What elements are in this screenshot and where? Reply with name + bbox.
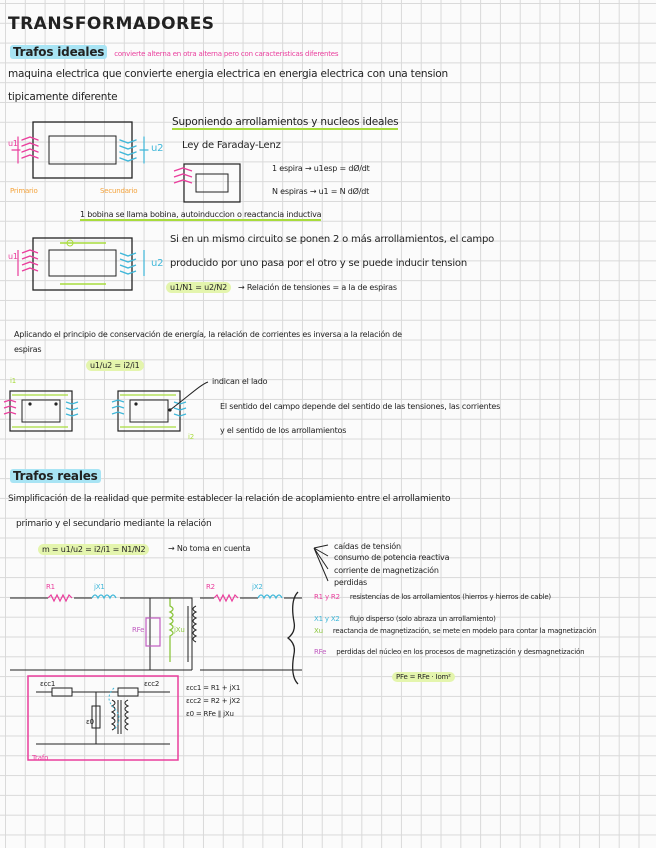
page-title: TRANSFORMADORES — [8, 14, 215, 34]
not-considered-3: perdidas — [334, 578, 367, 587]
cc-model-circuit — [28, 676, 178, 760]
faraday-law: Ley de Faraday-Lenz — [182, 140, 281, 151]
label-i1: i1 — [10, 377, 16, 385]
cc-formula-2: ε0 = RFe ∥ jXu — [186, 710, 234, 718]
sentido-line2: y el sentido de los arrollamientos — [220, 426, 347, 435]
ratio-eq: u1/N1 = u2/N2 — [166, 282, 231, 293]
label-u1-a: u1 — [8, 139, 18, 148]
section2-heading: Trafos reales — [10, 469, 101, 483]
legend-2-text: reactancia de magnetización, se mete en modelo para contar la magnetización — [332, 627, 597, 635]
not-considered-0: caídas de tensión — [334, 542, 401, 551]
label-u2-a: u2 — [151, 143, 164, 154]
legend-3-key: RFe — [314, 648, 327, 656]
not-considered-brace — [314, 545, 328, 581]
section1-pink-note: convierte alterna en otra alterna pero con caracteristicas diferentes — [114, 50, 339, 58]
cc-formula-0: εcc1 = R1 + jX1 — [186, 684, 241, 692]
label-rfe: RFe — [132, 626, 145, 634]
legend-1-text: flujo disperso (solo abraza un arrollamiento) — [349, 615, 496, 623]
label-i2: i2 — [188, 433, 194, 441]
ratio-text: → Relación de tensiones = a la de espiras — [238, 283, 397, 292]
label-r2: R2 — [206, 583, 215, 591]
legend-0-key: R1 y R2 — [314, 593, 340, 601]
legend-2-key: Xu — [314, 627, 323, 635]
not-considered-1: consumo de potencia reactiva — [334, 553, 450, 562]
label-ecc2: εcc2 — [144, 680, 160, 688]
label-ecc1: εcc1 — [40, 680, 56, 688]
label-x1: jX1 — [94, 583, 105, 591]
legend-3-text: perdidas del núcleo en los procesos de magnetización y desmagnetización — [336, 648, 585, 656]
trafo-label: Trafo — [32, 754, 49, 762]
section1-heading: Trafos ideales — [10, 45, 107, 59]
simplif-line2: primario y el secundario mediante la relación — [16, 519, 212, 529]
no-toma-text: → No toma en cuenta — [168, 544, 251, 553]
label-u2-b: u2 — [151, 258, 164, 269]
single-coil-diagram — [174, 164, 240, 202]
m-eq: m = u1/u2 = i2/i1 = N1/N2 — [38, 544, 149, 555]
label-e0: ε0 — [86, 718, 94, 726]
label-secundario: Secundario — [100, 187, 138, 195]
not-considered-2: corriente de magnetización — [334, 566, 439, 575]
label-primario: Primario — [10, 187, 38, 195]
legend-0-text: resistencias de los arrollamientos (hierros y hierros de cable) — [349, 593, 551, 601]
eq-n-espiras: N espiras → u1 = N dØ/dt — [272, 187, 370, 196]
simplif-line1: Simplificación de la realidad que permite establecer la relación de acoplamiento entre el arrollamiento — [8, 494, 451, 504]
eq-1-espira: 1 espira → u1esp = dØ/dt — [272, 164, 370, 173]
label-xu: jXu — [174, 626, 185, 634]
legend-1-key: X1 y X2 — [314, 615, 340, 623]
dot-convention-diagrams — [4, 382, 208, 431]
mutual-line1: Si en un mismo circuito se ponen 2 o más arrollamientos, el campo — [170, 234, 495, 245]
mutual-line2: producido por uno pasa por el otro y se puede inducir tension — [170, 258, 467, 269]
cc-formula-1: εcc2 = R2 + jX2 — [186, 697, 241, 705]
assumption-text: Suponiendo arrollamientos y nucleos ideales — [172, 116, 399, 128]
transformer-core-diagram-1 — [12, 122, 148, 178]
definition-line1: maquina electrica que convierte energia electrica en energia electrica con una tension — [8, 68, 448, 80]
label-x2: jX2 — [252, 583, 263, 591]
bobina-note-text: 1 bobina se llama bobina, autoinduccion o reactancia inductiva — [80, 210, 322, 219]
energy-line2: espiras — [14, 345, 42, 354]
current-eq: u1/u2 = i2/i1 — [86, 360, 144, 371]
energy-line1: Aplicando el principio de conservación de energía, la relación de corrientes es inversa a la relación de — [14, 330, 402, 339]
label-u1-b: u1 — [8, 252, 18, 261]
equivalent-circuit — [10, 592, 302, 684]
indican-lado: indican el lado — [212, 377, 268, 386]
sentido-line1: El sentido del campo depende del sentido de las tensiones, las corrientes — [220, 402, 501, 411]
label-r1: R1 — [46, 583, 55, 591]
definition-line2: tipicamente diferente — [8, 91, 118, 103]
pfe-formula: PFe = RFe · Iom² — [392, 672, 455, 682]
transformer-core-diagram-2 — [18, 238, 144, 290]
